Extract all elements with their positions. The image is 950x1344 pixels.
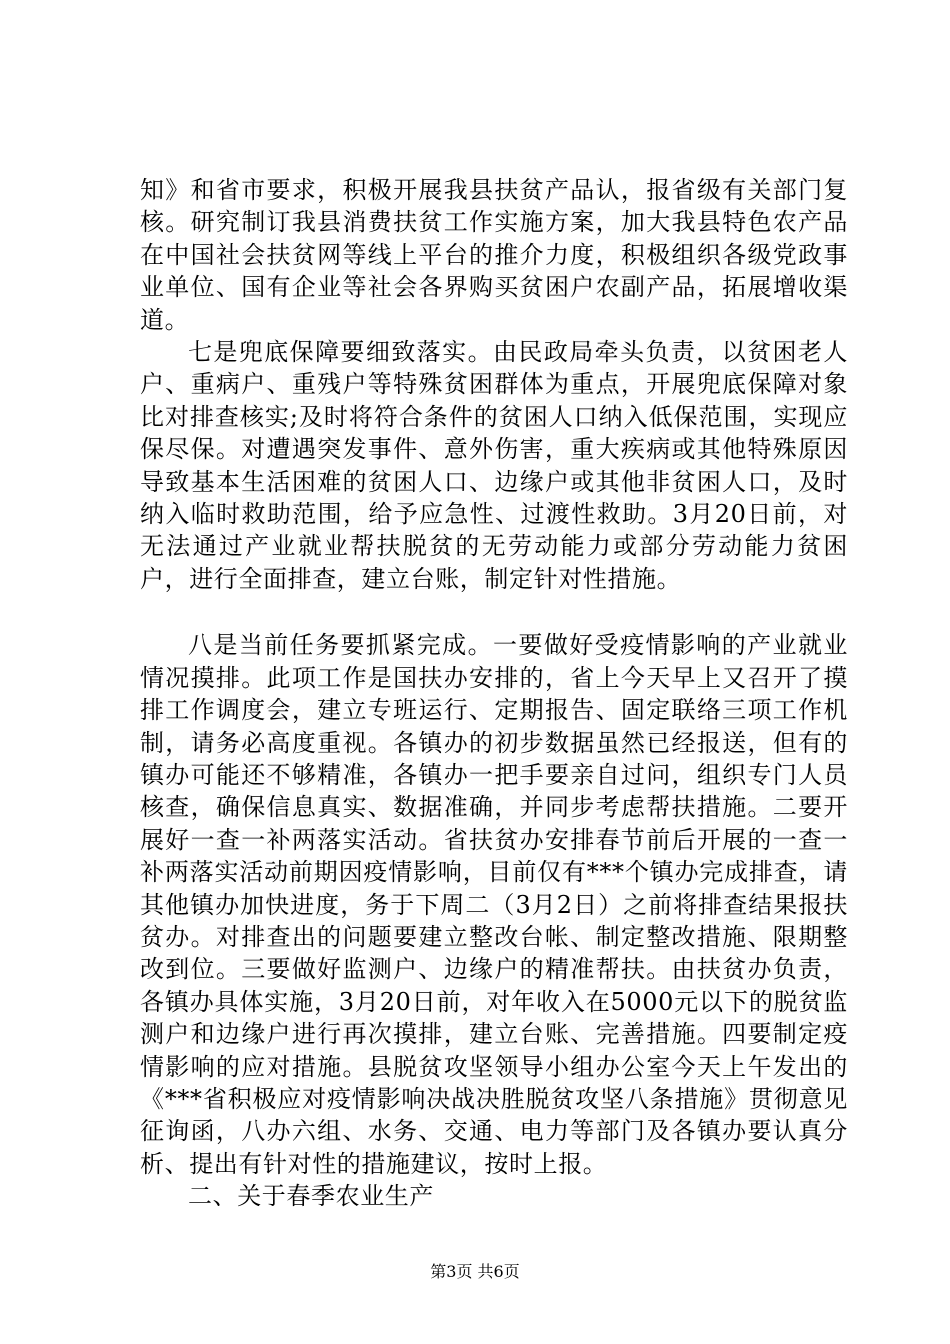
section-heading-spring-agriculture: 二、关于春季农业生产 (188, 1182, 434, 1211)
paragraph-item-eight: 八是当前任务要抓紧完成。一要做好受疫情影响的产业就业情况摸排。此项工作是国扶办安排的，省上今天早上又召开了摸排工作调度会，建立专班运行、定期报告、固定联络三项工作机制，请务必高度重视。各镇办的初步数据虽然已经报送，但有的镇办可能还不够精准，各镇办一把手要亲自过问，组织专门人员核查，确保信息真实、数据准确，并同步考虑帮扶措施。二要开展好一查一补两落实活动。省扶贫办安排春节前后开展的一查一补两落实活动前期因疫情影响，目前仅有***个镇办完成排查，请其他镇办加快进度，务于下周二（3月2日）之前将排查结果报扶贫办。对排查出的问题要建立整改台帐、制定整改措施、限期整改到位。三要做好监测户、边缘户的精准帮扶。由扶贫办负责，各镇办具体实施，3月20日前，对年收入在5000元以下的脱贫监测户和边缘户进行再次摸排，建立台账、完善措施。四要制定疫情影响的应对措施。县脱贫攻坚领导小组办公室今天上午发出的《***省积极应对疫情影响决战决胜脱贫攻坚八条措施》贯彻意见征询函，八办六组、水务、交通、电力等部门及各镇办要认真分析、提出有针对性的措施建议，按时上报。 (140, 631, 848, 1178)
paragraph-continuation: 知》和省市要求，积极开展我县扶贫产品认，报省级有关部门复核。研究制订我县消费扶贫工作实施方案，加大我县特色农产品在中国社会扶贫网等线上平台的推介力度，积极组织各级党政事业单位、国有企业等社会各界购买贫困户农副产品，拓展增收渠道。 (140, 176, 848, 334)
paragraph-item-seven: 七是兜底保障要细致落实。由民政局牵头负责，以贫困老人户、重病户、重残户等特殊贫困群体为重点，开展兜底保障对象比对排查核实;及时将符合条件的贫困人口纳入低保范围，实现应保尽保。对遭遇突发事件、意外伤害，重大疾病或其他特殊原因导致基本生活困难的贫困人口、边缘户或其他非贫困人口，及时纳入临时救助范围，给予应急性、过渡性救助。3月20日前，对无法通过产业就业帮扶脱贫的无劳动能力或部分劳动能力贫困户，进行全面排查，建立台账，制定针对性措施。 (140, 338, 848, 593)
document-body (140, 174, 848, 1213)
page-number-footer: 第3页 共6页 (430, 1262, 520, 1281)
